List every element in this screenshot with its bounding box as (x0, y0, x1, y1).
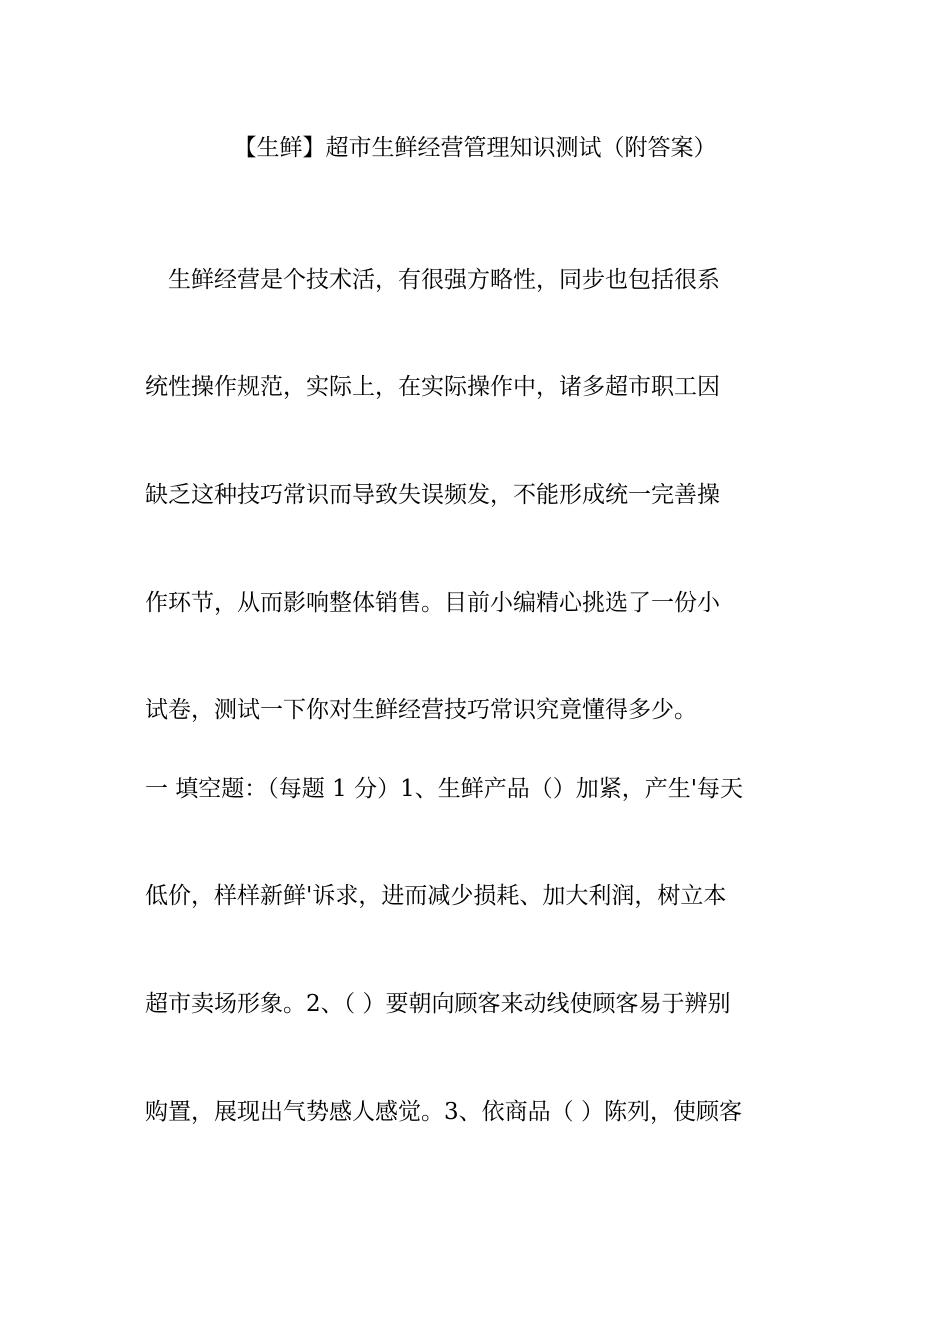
paragraph-line: 生鲜经营是个技术活，有很强方略性，同步也包括很系 (145, 267, 720, 293)
paragraph-line: 试卷，测试一下你对生鲜经营技巧常识究竟懂得多少。 (145, 697, 697, 723)
paragraph-line: 缺乏这种技巧常识而导致失误频发，不能形成统一完善操 (145, 482, 720, 508)
question-line: 购置，展现出气势感人感觉。3、依商品（ ）陈列，使顾客 (145, 1099, 742, 1125)
document-title: 【生鲜】超市生鲜经营管理知识测试（附答案） (233, 135, 717, 161)
paragraph-line: 统性操作规范，实际上，在实际操作中，诸多超市职工因 (145, 374, 720, 400)
question-line: 一 填空题：（每题 1 分）1、生鲜产品（）加紧，产生'每天 (145, 776, 744, 802)
question-line: 低价，样样新鲜'诉求，进而减少损耗、加大利润，树立本 (145, 883, 727, 909)
question-line: 超市卖场形象。2、（ ）要朝向顾客来动线使顾客易于辨别 (145, 991, 731, 1017)
paragraph-line: 作环节，从而影响整体销售。目前小编精心挑选了一份小 (145, 590, 720, 616)
